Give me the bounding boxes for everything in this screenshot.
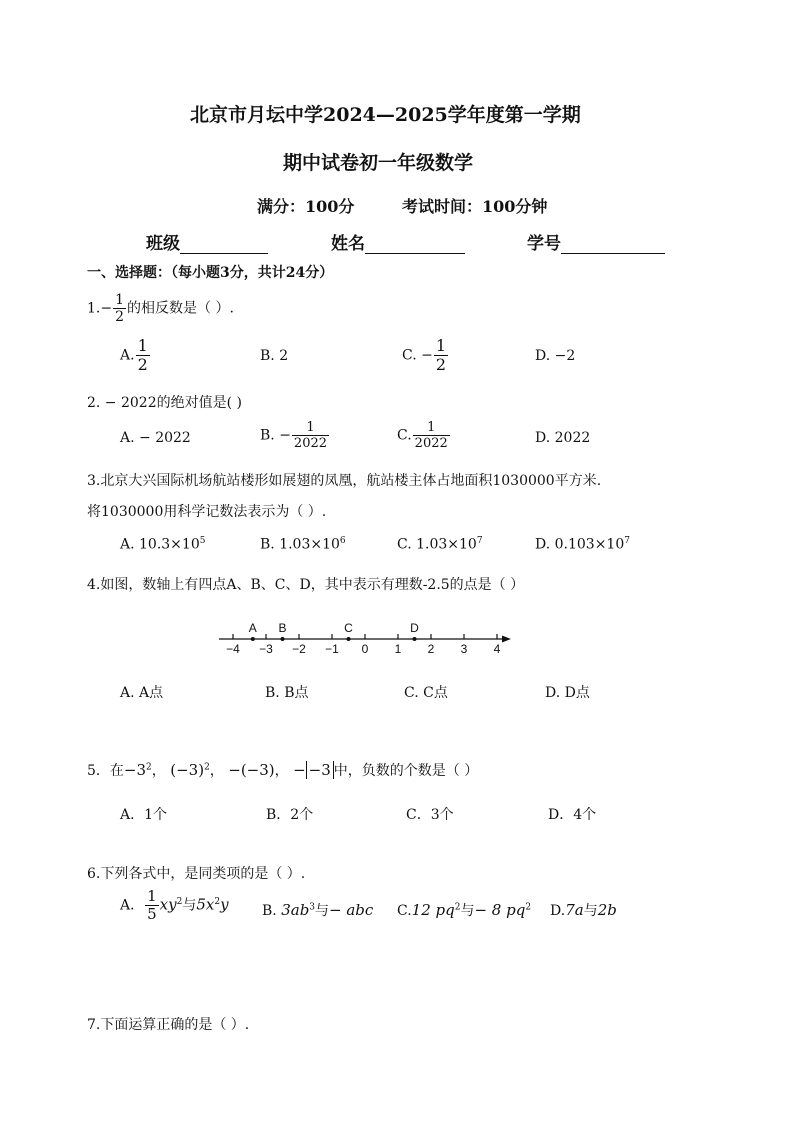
question-5-stem: 5．在$-3^2$， $(-3)^2$， −(−3)， − −3 中，负数的个数是（ ） — [87, 761, 479, 779]
point-label-d: D — [410, 621, 419, 635]
question-4-stem: 4.如图，数轴上有四点A、B、C、D，其中表示有理数-2.5的点是（ ） — [87, 577, 525, 593]
tick-label: 4 — [493, 642, 501, 656]
q2-option-a[interactable]: A. − 2022 — [120, 430, 191, 446]
tick-label: −4 — [226, 642, 240, 656]
q1-option-b[interactable]: B. 2 — [260, 348, 289, 364]
point-a — [251, 637, 255, 641]
tick-label: −2 — [292, 642, 306, 656]
question-2-stem: 2. − 2022的绝对值是( ) — [87, 395, 242, 411]
point-label-a: A — [248, 621, 257, 635]
q6-option-a[interactable]: A． $\frac{1}{5}$ $xy^2$与$5x^2y$ — [120, 887, 229, 923]
q3-option-d[interactable]: D. $0.103\times 10^7$ — [535, 536, 630, 553]
question-1-stem: 1.− $\frac{1}{2}$ 的相反数是（ ）. — [87, 292, 234, 325]
q5-option-c[interactable]: C．3个 — [406, 807, 454, 823]
question-6-stem: 6.下列各式中，是同类项的是（ ）. — [87, 866, 306, 882]
q1-option-d[interactable]: D. −2 — [535, 348, 576, 364]
id-blank[interactable] — [561, 235, 665, 254]
question-3-line2: 将1030000用科学记数法表示为（ ）. — [87, 504, 327, 520]
q5-option-b[interactable]: B．2个 — [266, 807, 314, 823]
q5-option-a[interactable]: A．1个 — [120, 807, 168, 823]
number-line-figure — [205, 615, 525, 665]
exam-title: 北京市月坛中学2024—2025学年度第一学期 — [190, 104, 581, 126]
point-c — [347, 637, 351, 641]
tick-label: −1 — [325, 642, 339, 656]
full-score: 满分：100分 — [257, 197, 355, 216]
q6-option-d[interactable]: D.7a与2b — [550, 901, 617, 919]
q4-option-b[interactable]: B. B点 — [265, 685, 309, 701]
question-3-line1: 3.北京大兴国际机场航站楼形如展翅的凤凰，航站楼主体占地面积1030000平方米. — [87, 473, 602, 489]
tick-label: 1 — [394, 642, 402, 656]
class-blank[interactable] — [180, 235, 268, 254]
name-blank[interactable] — [365, 235, 465, 254]
exam-time: 考试时间：100分钟 — [402, 197, 548, 216]
q4-option-a[interactable]: A. A点 — [120, 685, 164, 701]
q4-option-d[interactable]: D. D点 — [545, 685, 590, 701]
axis-arrow-icon — [502, 636, 511, 643]
q2-option-c[interactable]: C. $\frac{1}{2022}$ — [397, 420, 448, 451]
id-label: 学号 — [527, 234, 561, 254]
class-label: 班级 — [146, 234, 180, 254]
q5-option-d[interactable]: D．4个 — [548, 807, 597, 823]
section-heading: 一、选择题：（每小题3分，共计24分） — [87, 265, 334, 281]
q6-option-b[interactable]: B. $3ab^3$与− abc — [262, 901, 374, 919]
q3-option-a[interactable]: A. $10.3\times 10^5$ — [120, 536, 206, 553]
name-label: 姓名 — [331, 234, 365, 254]
tick-label: −3 — [259, 642, 273, 656]
question-7-stem: 7.下面运算正确的是（ ）. — [87, 1017, 250, 1033]
q2-option-d[interactable]: D. 2022 — [535, 430, 591, 446]
exam-subtitle: 期中试卷初一年级数学 — [283, 152, 474, 174]
point-d — [413, 637, 417, 641]
tick-label: 2 — [427, 642, 435, 656]
class-field[interactable] — [146, 229, 268, 254]
name-field[interactable] — [331, 229, 465, 254]
tick-label: 0 — [361, 642, 369, 656]
point-b — [281, 637, 285, 641]
q4-option-c[interactable]: C. C点 — [404, 685, 448, 701]
q3-option-b[interactable]: B. $1.03\times 10^6$ — [260, 536, 346, 553]
q1-option-a[interactable]: A. $\frac{1}{2}$ — [120, 336, 148, 374]
tick-label: 3 — [460, 642, 468, 656]
point-label-c: C — [344, 621, 353, 635]
point-label-b: B — [278, 621, 287, 635]
id-field[interactable] — [527, 229, 665, 254]
q2-option-b[interactable]: B. − $\frac{1}{2022}$ — [260, 420, 328, 451]
q1-option-c[interactable]: C. − $\frac{1}{2}$ — [402, 336, 447, 374]
q3-option-c[interactable]: C. $1.03\times 10^7$ — [397, 536, 483, 553]
q6-option-c[interactable]: C.12 $pq^2$与− 8 $pq^2$ — [397, 901, 532, 919]
